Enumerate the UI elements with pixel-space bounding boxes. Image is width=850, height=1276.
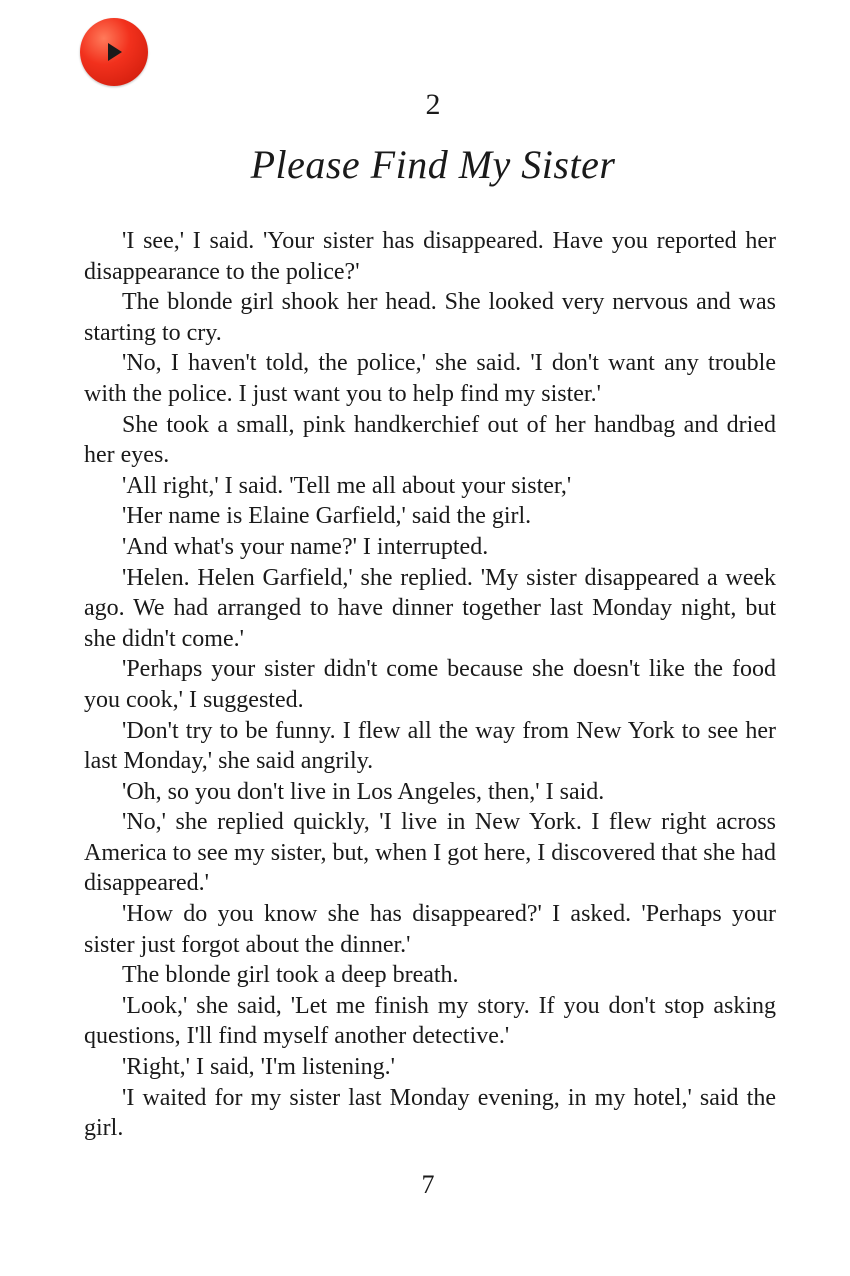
paragraph: The blonde girl shook her head. She looked very nervous and was starting to cry. (84, 289, 776, 346)
paragraph: 'Right,' I said, 'I'm listening.' (122, 1054, 395, 1081)
audio-play-button[interactable] (80, 18, 148, 86)
page-number: 7 (421, 1170, 435, 1199)
paragraph: She took a small, pink handkerchief out of her handbag and dried her eyes. (84, 411, 776, 469)
paragraph: 'Helen. Helen Garfield,' she replied. 'My sister disappeared a week ago. We had arranged to have dinner together last Monday night, but she didn't come.' (84, 564, 776, 652)
paragraph: 'And what's your name?' I interrupted. (122, 533, 489, 560)
body-text (84, 226, 776, 1144)
paragraph: 'No,' she replied quickly, 'I live in New York. I flew right across America to see my sister, but, when I got here, I discovered that she had disappeared.' (84, 809, 776, 897)
paragraph: 'Don't try to be funny. I flew all the way from New York to see her last Monday,' she said angrily. (84, 717, 776, 775)
paragraph: 'Oh, so you don't live in Los Angeles, then,' I said. (122, 778, 605, 805)
paragraph: 'Her name is Elaine Garfield,' said the girl. (122, 503, 532, 530)
paragraph: 'Look,' she said, 'Let me finish my story. If you don't stop asking questions, I'll find myself another detective.' (84, 992, 776, 1050)
chapter-number: 2 (425, 88, 441, 121)
paragraph: The blonde girl took a deep breath. (122, 962, 459, 989)
play-icon (108, 43, 122, 61)
paragraph: 'No, I haven't told, the police,' she said. 'I don't want any trouble with the police. I just want you to help find my sister.' (84, 350, 776, 407)
paragraph: 'All right,' I said. 'Tell me all about your sister,' (122, 472, 572, 499)
paragraph: 'How do you know she has disappeared?' I asked. 'Perhaps your sister just forgot about the dinner.' (84, 901, 776, 958)
paragraph: 'I waited for my sister last Monday evening, in my hotel,' said the girl. (84, 1084, 776, 1142)
paragraph: 'I see,' I said. 'Your sister has disappeared. Have you reported her disappearance to the police?' (84, 228, 776, 285)
paragraph: 'Perhaps your sister didn't come because she doesn't like the food you cook,' I suggested. (84, 656, 776, 713)
chapter-title: Please Find My Sister (250, 142, 616, 187)
